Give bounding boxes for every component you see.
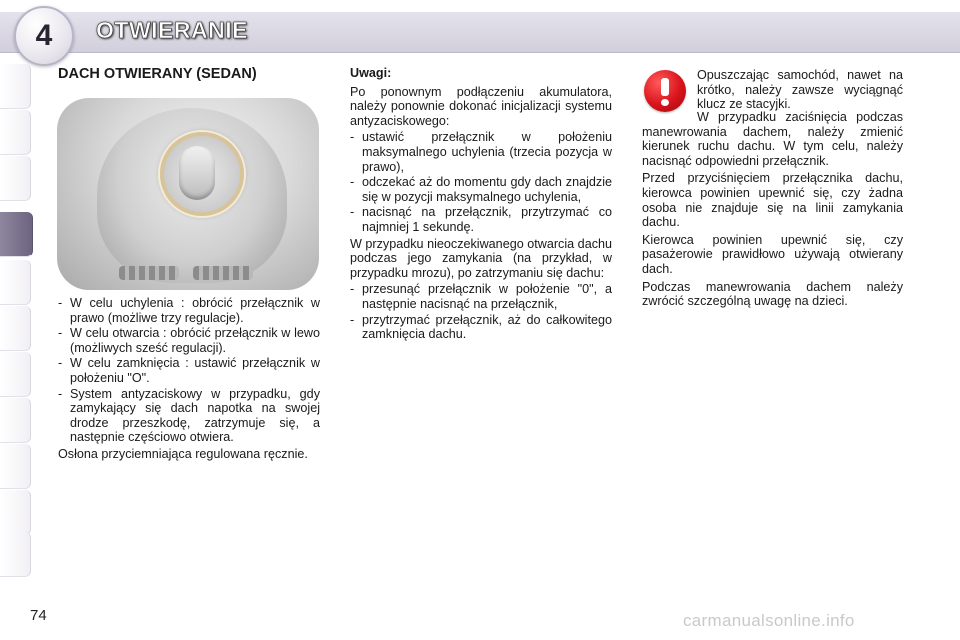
warning-passengers: Kierowca powinien upewnić się, czy pasażerowie prawidłowo używają otwierany dach. bbox=[642, 232, 903, 276]
list-item: - W celu otwarcia : obrócić przełącznik w lewo (możliwych sześć regulacji). bbox=[58, 326, 320, 355]
side-tab-6[interactable] bbox=[0, 306, 31, 351]
list-item: - ustawić przełącznik w położeniu maksymalnego uchylenia (trzecia pozycja w prawo), bbox=[350, 130, 612, 174]
list-item: - nacisnąć na przełącznik, przytrzymać co najmniej 1 sekundę. bbox=[350, 205, 612, 234]
warning-pinch-text: W przypadku zaciśnięcia podczas manewrowania dachem, należy zmienić kierunek ruchu dachu. W tym celu, należy nacisnąć odpowiedni przełącznik. bbox=[642, 110, 903, 168]
sunroof-switch-photo bbox=[57, 98, 319, 290]
list-item: - odczekać aż do momentu gdy dach znajdzie się w pozycji maksymalnego uchylenia, bbox=[350, 175, 612, 204]
side-tab-8[interactable] bbox=[0, 398, 31, 443]
chapter-title: OTWIERANIE bbox=[96, 17, 248, 43]
warning-children: Podczas manewrowania dachem należy zwrócić szczególną uwagę na dzieci. bbox=[642, 279, 903, 309]
chapter-number: 4 bbox=[35, 19, 53, 52]
page-number: 74 bbox=[30, 607, 47, 624]
side-tab-3[interactable] bbox=[0, 156, 31, 201]
list-item: - W celu zamknięcia : ustawić przełącznik w położeniu "O". bbox=[58, 356, 320, 385]
chapter-badge bbox=[14, 6, 74, 66]
console-vent-left bbox=[119, 266, 179, 280]
unexpected-open-intro: W przypadku nieoczekiwanego otwarcia dachu podczas jego zamykania (na przykład, w przypadku mrozu), po zatrzymaniu się dachu: bbox=[350, 236, 612, 280]
side-tab-11[interactable] bbox=[0, 532, 31, 577]
section-title: DACH OTWIERANY (SEDAN) bbox=[58, 66, 257, 82]
side-tab-7[interactable] bbox=[0, 352, 31, 397]
side-tab-5[interactable] bbox=[0, 260, 31, 305]
side-tab-4-active[interactable] bbox=[0, 212, 33, 257]
reinit-intro: Po ponownym podłączeniu akumulatora, należy ponownie dokonać inicjalizacji systemu antyzaciskowego: bbox=[350, 84, 612, 128]
warning-icon bbox=[644, 70, 686, 112]
list-item: - przytrzymać przełącznik, aż do całkowitego zamknięcia dachu. bbox=[350, 313, 612, 342]
side-tab-10[interactable] bbox=[0, 490, 31, 535]
warning-text-top bbox=[697, 68, 903, 114]
warning-key-text: Opuszczając samochód, nawet na krótko, należy zawsze wyciągnąć klucz ze stacyjki. bbox=[697, 68, 903, 112]
list-item: - przesunąć przełącznik w położenie "0", a następnie nacisnąć na przełącznik, bbox=[350, 282, 612, 311]
console-vent-right bbox=[193, 266, 253, 280]
unexpected-open-steps bbox=[350, 282, 612, 341]
warning-driver-check: Przed przyciśnięciem przełącznika dachu, kierowca powinien upewnić się, czy żadna osoba nie znajduje się na linii zamykania dachu. bbox=[642, 171, 903, 230]
list-item: - W celu uchylenia : obrócić przełącznik w prawo (możliwe trzy regulacje). bbox=[58, 296, 320, 325]
operation-list bbox=[58, 296, 320, 445]
chapter-side-tabs bbox=[0, 64, 34, 576]
middle-column-text bbox=[350, 66, 612, 344]
sunshade-note: Osłona przyciemniająca regulowana ręcznie. bbox=[58, 446, 308, 461]
right-column-text bbox=[642, 110, 903, 311]
notes-heading: Uwagi: bbox=[350, 66, 392, 80]
reinit-steps bbox=[350, 130, 612, 234]
side-tab-9[interactable] bbox=[0, 444, 31, 489]
side-tab-1[interactable] bbox=[0, 64, 31, 109]
watermark: carmanualsonline.info bbox=[683, 611, 855, 630]
side-tab-2[interactable] bbox=[0, 110, 31, 155]
left-column-text bbox=[58, 296, 320, 464]
rotary-switch-knob bbox=[179, 146, 215, 200]
list-item: - System antyzaciskowy w przypadku, gdy zamykający się dach napotka na swojej drodze przeszkodę, zatrzymuje się, a następnie częściowo otwiera. bbox=[58, 387, 320, 445]
